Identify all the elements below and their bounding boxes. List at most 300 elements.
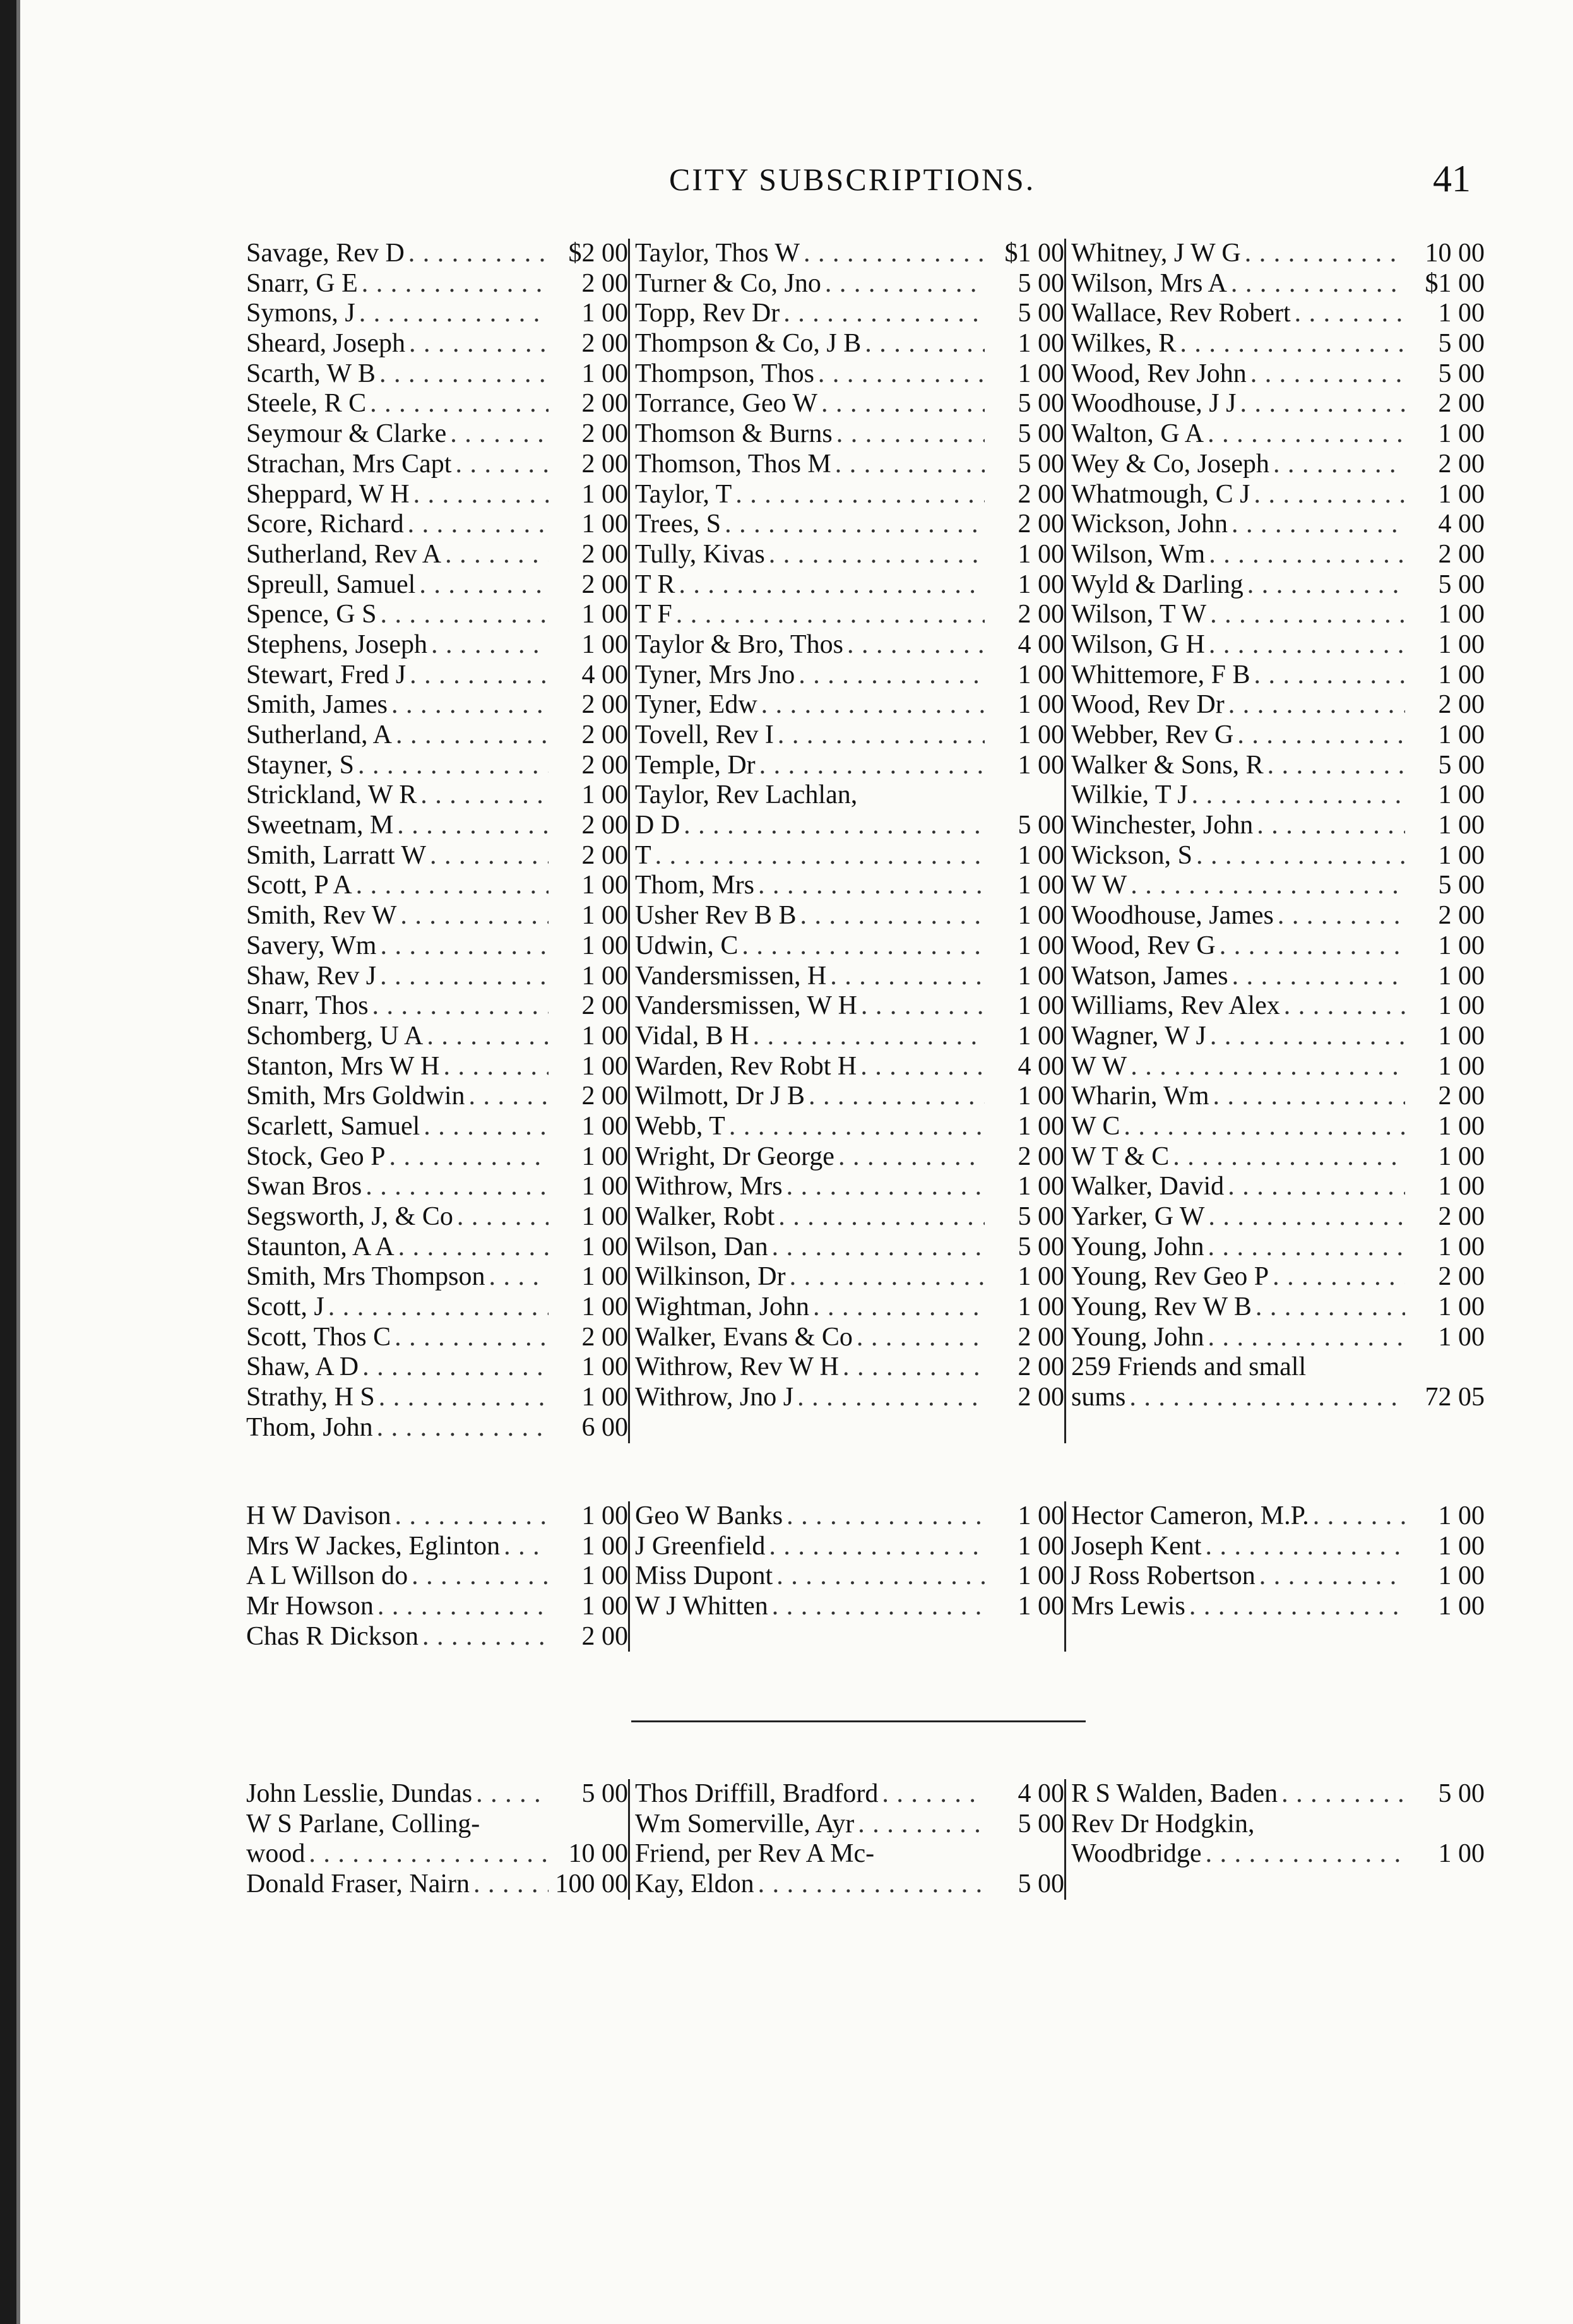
subscription-entry <box>1071 1142 1485 1172</box>
subscriber-name: W C <box>1071 1111 1120 1141</box>
subscriber-name: Tovell, Rev I <box>635 720 774 749</box>
subscription-entry <box>635 901 1064 931</box>
subscription-entry <box>1071 359 1485 390</box>
leader-dots <box>1284 991 1405 1022</box>
leader-dots <box>379 359 549 390</box>
subscription-entry <box>1071 630 1485 660</box>
subscription-amount: 1 00 <box>1438 1322 1485 1352</box>
subscription-entry <box>635 841 1064 871</box>
subscriber-name: Withrow, Rev W H <box>635 1352 839 1382</box>
subscriber-name: Geo W Banks <box>635 1501 783 1530</box>
leader-dots <box>797 1383 985 1413</box>
subscriber-name: Staunton, A A <box>246 1232 395 1261</box>
subscription-entry <box>246 901 628 931</box>
subscriber-name: Torrance, Geo W <box>635 389 817 419</box>
subscriber-name: Webb, T <box>635 1111 725 1141</box>
leader-dots <box>679 570 985 600</box>
subscription-entry <box>246 239 628 269</box>
leader-dots <box>772 1232 985 1263</box>
subscription-amount: 1 00 <box>581 1501 628 1530</box>
leader-dots <box>420 780 549 811</box>
leader-dots <box>504 1532 549 1562</box>
subscription-amount: 100 00 <box>555 1869 628 1899</box>
subscription-amount: 1 00 <box>1438 1232 1485 1261</box>
leader-dots <box>1237 720 1405 751</box>
subscription-amount: 1 00 <box>581 961 628 991</box>
subscription-amount: 1 00 <box>1438 1561 1485 1591</box>
leader-dots <box>772 1592 985 1622</box>
subscription-entry <box>1071 1232 1485 1263</box>
subscriber-name: D D <box>635 811 680 840</box>
subscription-entry <box>635 540 1064 570</box>
subscription-entry <box>1071 389 1485 419</box>
subscription-entry <box>246 1082 628 1112</box>
subscription-entry <box>1071 962 1485 992</box>
leader-dots <box>396 720 549 751</box>
subscription-entry <box>1071 450 1485 480</box>
subscription-amount: 2 00 <box>1018 600 1064 629</box>
subscriber-name: Usher Rev B B <box>635 901 797 931</box>
subscription-entry <box>246 751 628 781</box>
column-2 <box>628 239 1064 1443</box>
leader-dots <box>328 1292 549 1323</box>
subscription-entry <box>246 871 628 901</box>
leader-dots <box>758 1869 985 1900</box>
leader-dots <box>1278 901 1405 931</box>
subscription-amount: 1 00 <box>1018 720 1064 749</box>
subscription-entry <box>1071 660 1485 691</box>
subscriber-name: Tyner, Edw <box>635 690 757 720</box>
subscription-entry <box>246 1022 628 1052</box>
subscription-amount: 2 00 <box>581 539 628 569</box>
subscription-entry <box>1071 1809 1485 1840</box>
subscriber-name: Wilson, Dan <box>635 1232 768 1261</box>
subscription-amount: 2 00 <box>581 750 628 780</box>
leader-dots <box>1281 1779 1405 1809</box>
subscription-amount: 4 00 <box>1018 629 1064 659</box>
subscriber-name: Stephens, Joseph <box>246 629 427 659</box>
subscription-amount: 1 00 <box>581 1383 628 1412</box>
leader-dots <box>786 1501 985 1532</box>
subscriber-name: Walker, Evans & Co <box>635 1322 853 1352</box>
subscription-entry <box>635 962 1064 992</box>
leader-dots <box>1208 419 1405 450</box>
subscription-amount: 1 00 <box>581 1352 628 1382</box>
subscriber-name: Stayner, S <box>246 750 354 780</box>
subscriber-name: A L Willson do <box>246 1561 408 1591</box>
subscriber-name: Thomson, Thos M <box>635 449 831 479</box>
subscriber-name: Yarker, G W <box>1071 1202 1205 1231</box>
leader-dots <box>865 329 985 359</box>
subscription-amount: 1 00 <box>1438 629 1485 659</box>
subscriber-name: Chas R Dickson <box>246 1621 418 1651</box>
leader-dots <box>800 901 985 931</box>
additional-city-subscriptions <box>246 1501 1483 1652</box>
subscription-entry <box>635 600 1064 630</box>
leader-dots <box>1209 540 1405 570</box>
subscription-amount: 1 00 <box>1438 1141 1485 1171</box>
subscription-amount: 1 00 <box>581 1561 628 1591</box>
leader-dots <box>391 690 549 720</box>
subscription-amount: 1 00 <box>1018 1501 1064 1530</box>
subscription-amount: 10 00 <box>568 1839 628 1869</box>
subscription-amount: 1 00 <box>1438 931 1485 960</box>
subscription-amount: 1 00 <box>1438 1292 1485 1322</box>
subscriber-name: Withrow, Jno J <box>635 1383 794 1412</box>
subscriber-name: Smith, Larratt W <box>246 840 426 870</box>
subscription-entry <box>635 660 1064 691</box>
subscription-amount: 1 00 <box>581 1292 628 1322</box>
subscription-amount: 1 00 <box>581 1262 628 1292</box>
subscription-entry <box>1071 841 1485 871</box>
leader-dots <box>1213 1082 1406 1112</box>
subscription-amount: 1 00 <box>1438 1051 1485 1081</box>
subscription-entry <box>635 931 1064 962</box>
subscription-amount: 2 00 <box>581 329 628 359</box>
subscription-amount: 5 00 <box>1438 750 1485 780</box>
subscription-entry <box>246 1142 628 1172</box>
subscription-entry <box>635 630 1064 660</box>
subscription-amount: 1 00 <box>1438 1501 1485 1530</box>
subscription-entry <box>246 1292 628 1323</box>
subscription-entry <box>246 570 628 600</box>
subscriber-name: Walton, G A <box>1071 419 1204 449</box>
leader-dots <box>400 901 549 931</box>
leader-dots <box>397 811 549 841</box>
subscriber-name: Withrow, Mrs <box>635 1172 783 1201</box>
subscriber-name: Webber, Rev G <box>1071 720 1234 749</box>
subscription-entry <box>635 1383 1064 1413</box>
subscription-amount: 1 00 <box>581 479 628 509</box>
subscription-amount: 1 00 <box>1438 1172 1485 1201</box>
subscription-amount: 2 00 <box>581 811 628 840</box>
subscription-entry <box>246 690 628 720</box>
subscription-entry <box>246 630 628 660</box>
subscriber-name: Taylor, Thos W <box>635 239 800 268</box>
subscriber-name: Joseph Kent <box>1071 1531 1202 1561</box>
leader-dots <box>412 1561 549 1592</box>
subscription-entry <box>635 1232 1064 1263</box>
subscription-entry <box>246 329 628 359</box>
subscription-amount: 2 00 <box>1018 479 1064 509</box>
leader-dots <box>409 329 549 359</box>
leader-dots <box>1267 751 1405 781</box>
subscription-amount: 1 00 <box>581 1021 628 1051</box>
leader-dots <box>655 841 985 871</box>
subscriber-name: Wood, Rev John <box>1071 359 1247 388</box>
subscriber-name: Vidal, B H <box>635 1021 749 1051</box>
leader-dots <box>422 1622 549 1652</box>
leader-dots <box>818 359 985 390</box>
subscriber-name: Thomson & Burns <box>635 419 833 449</box>
leader-dots <box>380 931 549 962</box>
subscriber-name: W W <box>1071 871 1127 900</box>
subscriber-name: W T & C <box>1071 1141 1170 1171</box>
leader-dots <box>1189 1592 1405 1622</box>
leader-dots <box>419 570 549 600</box>
leader-dots <box>861 991 985 1022</box>
subscription-entry <box>635 1809 1064 1840</box>
subscription-entry <box>635 269 1064 299</box>
subscription-amount: 1 00 <box>1438 1531 1485 1561</box>
subscription-amount: 1 00 <box>1018 359 1064 388</box>
subscriber-name: Wickson, S <box>1071 840 1192 870</box>
leader-dots <box>857 1323 985 1353</box>
leader-dots <box>790 1262 985 1292</box>
subscription-entry <box>246 480 628 510</box>
subscriber-name: Vandersmissen, W H <box>635 991 857 1021</box>
subscription-entry <box>246 962 628 992</box>
subscription-entry <box>635 389 1064 419</box>
subscriber-name: T <box>635 840 651 870</box>
subscription-entry <box>1071 329 1485 359</box>
subscription-amount: 5 00 <box>1438 329 1485 359</box>
subscriber-name: Whitney, J W G <box>1071 239 1241 268</box>
subscription-entry <box>246 1052 628 1082</box>
leader-dots <box>370 389 549 419</box>
leader-dots <box>1257 811 1405 841</box>
subscription-amount: 2 00 <box>1018 509 1064 539</box>
subscription-amount: 2 00 <box>1018 1352 1064 1382</box>
subscription-amount: 1 00 <box>581 299 628 328</box>
leader-dots <box>1295 299 1405 329</box>
leader-dots <box>809 1082 985 1112</box>
subscription-entry <box>246 359 628 390</box>
leader-dots <box>457 1202 549 1232</box>
subscription-amount: 1 00 <box>1438 991 1485 1021</box>
subscription-amount: 2 00 <box>1018 1322 1064 1352</box>
subscriber-name: Thom, John <box>246 1412 373 1442</box>
subscription-entry <box>246 1172 628 1202</box>
subscription-entry <box>1071 1532 1485 1562</box>
subscription-entry <box>246 841 628 871</box>
subscription-entry <box>1071 1561 1485 1592</box>
subscriber-name: Wilson, T W <box>1071 600 1207 629</box>
subscription-entry <box>635 1202 1064 1232</box>
subscriber-name: Donald Fraser, Nairn <box>246 1869 470 1899</box>
leader-dots <box>380 962 549 992</box>
subscriber-name: Smith, Mrs Thompson <box>246 1262 485 1292</box>
subscription-amount: 1 00 <box>581 871 628 900</box>
subscription-entry <box>635 1112 1064 1142</box>
leader-dots <box>473 1869 549 1900</box>
subscriber-name: Spence, G S <box>246 600 377 629</box>
subscriber-name: Taylor, Rev Lachlan, <box>635 780 858 810</box>
subscription-amount: 72 05 <box>1425 1383 1485 1412</box>
subscription-amount: 5 00 <box>1018 389 1064 419</box>
subscriber-name: Snarr, G E <box>246 268 358 298</box>
leader-dots <box>362 269 549 299</box>
leader-dots <box>1124 1112 1405 1142</box>
subscription-amount: 1 00 <box>1438 299 1485 328</box>
subscription-amount: 1 00 <box>1018 1561 1064 1591</box>
subscription-entry <box>1071 811 1485 841</box>
subscriber-name: Score, Richard <box>246 509 404 539</box>
subscriber-name: sums <box>1071 1383 1126 1412</box>
leader-dots <box>1209 630 1405 660</box>
subscriber-name: Wood, Rev G <box>1071 931 1216 960</box>
subscription-amount: 5 00 <box>1018 1869 1064 1899</box>
subscription-amount: 5 00 <box>1438 359 1485 388</box>
leader-dots <box>1240 389 1405 419</box>
subscription-entry <box>635 1779 1064 1809</box>
leader-dots <box>1208 1323 1405 1353</box>
subscription-entry <box>1071 480 1485 510</box>
subscriber-name: Strachan, Mrs Capt <box>246 449 452 479</box>
leader-dots <box>778 720 985 751</box>
subscriber-name: Scott, J <box>246 1292 324 1322</box>
subscriber-name: Walker, David <box>1071 1172 1225 1201</box>
subscriber-name: Wilson, Mrs A <box>1071 268 1227 298</box>
subscriber-name: Warden, Rev Robt H <box>635 1051 857 1081</box>
column-3 <box>1064 1501 1485 1652</box>
subscription-amount: 2 00 <box>1438 389 1485 419</box>
subscription-entry <box>635 329 1064 359</box>
subscription-amount: 2 00 <box>581 389 628 419</box>
leader-dots <box>1231 269 1405 299</box>
subscriber-name: Wallace, Rev Robert <box>1071 299 1291 328</box>
leader-dots <box>445 540 549 570</box>
subscription-entry <box>246 1232 628 1263</box>
leader-dots <box>838 1142 985 1172</box>
leader-dots <box>431 630 549 660</box>
leader-dots <box>1254 660 1405 691</box>
subscriber-name: Udwin, C <box>635 931 739 960</box>
subscriber-name: Shaw, A D <box>246 1352 359 1382</box>
subscription-entry <box>635 991 1064 1022</box>
column-1 <box>246 1779 628 1900</box>
subscription-entry <box>1071 1172 1485 1202</box>
subscriber-name: Smith, Mrs Goldwin <box>246 1082 465 1111</box>
leader-dots <box>735 480 985 510</box>
subscription-entry <box>635 751 1064 781</box>
subscription-amount: 1 00 <box>581 1111 628 1141</box>
subscription-amount: 1 00 <box>1438 840 1485 870</box>
leader-dots <box>1129 1383 1405 1413</box>
subscription-amount: 1 00 <box>1018 991 1064 1021</box>
subscription-amount: 2 00 <box>581 1621 628 1651</box>
subscription-amount: 2 00 <box>1438 539 1485 569</box>
leader-dots <box>836 419 985 450</box>
leader-dots <box>1254 480 1405 510</box>
scan-edge-shadow-light <box>16 0 20 2324</box>
subscriber-name: Watson, James <box>1071 961 1228 991</box>
subscription-amount: 2 00 <box>581 1082 628 1111</box>
subscriber-name: R S Walden, Baden <box>1071 1779 1278 1808</box>
leader-dots <box>362 1352 549 1383</box>
subscriber-name: Segsworth, J, & Co <box>246 1202 453 1231</box>
leader-dots <box>676 600 985 630</box>
subscriber-name: Taylor, T <box>635 479 732 509</box>
subscription-entry <box>1071 690 1485 720</box>
subscription-amount: 1 00 <box>581 901 628 931</box>
subscription-amount: 6 00 <box>581 1412 628 1442</box>
subscription-entry <box>635 1022 1064 1052</box>
leader-dots <box>1196 841 1405 871</box>
subscription-entry <box>246 419 628 450</box>
subscriber-name: Mrs W Jackes, Eglinton <box>246 1531 501 1561</box>
subscription-amount: 10 00 <box>1425 239 1485 268</box>
subscription-amount: 1 00 <box>581 1232 628 1261</box>
page-title: CITY SUBSCRIPTIONS. <box>669 162 1036 197</box>
subscriber-name: Turner & Co, Jno <box>635 268 821 298</box>
leader-dots <box>455 450 549 480</box>
subscription-amount: 2 00 <box>581 991 628 1021</box>
subscription-entry <box>246 1869 628 1900</box>
subscription-entry <box>1071 540 1485 570</box>
subscription-entry <box>246 1809 628 1840</box>
leader-dots <box>776 1561 985 1592</box>
subscriber-name: Wilson, G H <box>1071 629 1205 659</box>
leader-dots <box>469 1082 549 1112</box>
subscriber-name: Williams, Rev Alex <box>1071 991 1280 1021</box>
subscriber-name: Young, Rev Geo P <box>1071 1262 1269 1292</box>
subscriber-name: Wharin, Wm <box>1071 1082 1209 1111</box>
subscription-amount: 1 00 <box>1018 961 1064 991</box>
subscription-amount: 1 00 <box>1438 479 1485 509</box>
subscription-amount: 1 00 <box>1018 539 1064 569</box>
subscriber-name: Sheppard, W H <box>246 479 410 509</box>
subscription-amount: 2 00 <box>581 690 628 720</box>
subscriber-name: Sheard, Joseph <box>246 329 405 359</box>
subscription-amount: 2 00 <box>581 720 628 749</box>
subscription-amount: 2 00 <box>1018 1383 1064 1412</box>
subscription-amount: 1 00 <box>1018 931 1064 960</box>
leader-dots <box>778 1202 985 1232</box>
subscriber-name: Stanton, Mrs W H <box>246 1051 440 1081</box>
subscription-entry <box>246 931 628 962</box>
subscriber-name: Scott, P A <box>246 871 352 900</box>
subscription-amount: 4 00 <box>581 660 628 689</box>
subscription-entry <box>246 1622 628 1652</box>
subscription-entry <box>635 480 1064 510</box>
leader-dots <box>413 480 549 510</box>
subscriber-name: Savery, Wm <box>246 931 377 960</box>
subscriber-name: W S Parlane, Colling- <box>246 1809 480 1838</box>
subscription-entry <box>246 720 628 751</box>
subscription-entry <box>246 509 628 540</box>
leader-dots <box>395 1501 549 1532</box>
subscription-amount: 5 00 <box>581 1779 628 1808</box>
subscription-amount: $1 00 <box>1004 239 1064 268</box>
subscription-amount: 1 00 <box>581 629 628 659</box>
leader-dots <box>758 871 985 901</box>
subscriber-name: Thompson, Thos <box>635 359 814 388</box>
subscription-amount: 1 00 <box>1018 1082 1064 1111</box>
subscription-entry <box>1071 1352 1485 1383</box>
outside-subscriptions <box>246 1779 1483 1900</box>
leader-dots <box>358 751 549 781</box>
subscriber-name: H W Davison <box>246 1501 391 1530</box>
subscription-amount: 1 00 <box>1018 569 1064 599</box>
subscriber-name: Vandersmissen, H <box>635 961 827 991</box>
leader-dots <box>1210 600 1405 630</box>
subscription-entry <box>246 1112 628 1142</box>
leader-dots <box>1228 690 1405 720</box>
subscriber-name: Winchester, John <box>1071 811 1254 840</box>
leader-dots <box>389 1142 549 1172</box>
subscription-entry <box>635 1082 1064 1112</box>
subscription-amount: 1 00 <box>1018 1111 1064 1141</box>
subscriber-name: Temple, Dr <box>635 750 756 780</box>
leader-dots <box>1313 1501 1405 1532</box>
subscriber-name: Wm Somerville, Ayr <box>635 1809 855 1838</box>
subscription-entry <box>1071 1501 1485 1532</box>
subscription-entry <box>1071 1383 1485 1413</box>
subscriber-name: Mrs Lewis <box>1071 1592 1185 1621</box>
leader-dots <box>1220 931 1405 962</box>
subscriber-name: Scott, Thos C <box>246 1322 391 1352</box>
